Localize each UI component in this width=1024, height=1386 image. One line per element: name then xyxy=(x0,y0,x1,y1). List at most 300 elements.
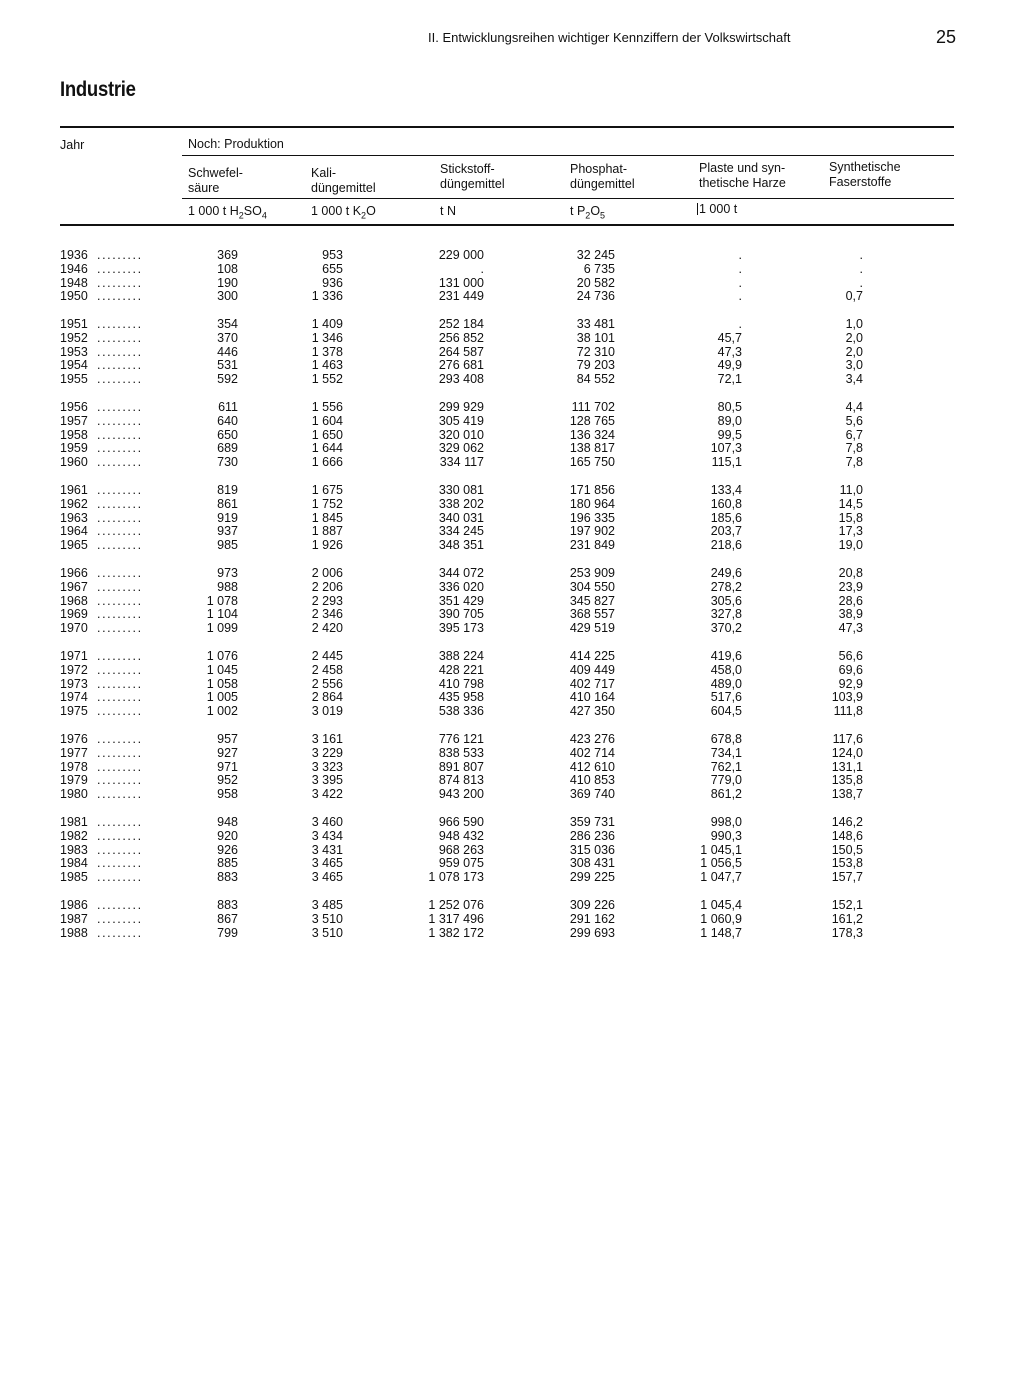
col-header-schwefelsaeure xyxy=(188,166,243,196)
phosphat-cell: 286 236 xyxy=(569,828,615,843)
leader-dots: ......... xyxy=(97,524,143,539)
schwefelsaeure-cell: 1 002 xyxy=(206,704,238,719)
leader-dots: ......... xyxy=(97,745,143,760)
phosphat-cell: 299 693 xyxy=(569,925,615,940)
col-header-plaste xyxy=(699,161,786,191)
year-cell: 1979 xyxy=(60,773,88,788)
table-row xyxy=(0,346,1024,360)
unit-text: 1 000 t xyxy=(699,202,738,216)
schwefelsaeure-cell: 799 xyxy=(217,925,238,940)
kali-cell: 1 926 xyxy=(311,538,343,553)
year-cell: 1957 xyxy=(60,413,88,428)
plaste-cell: 89,0 xyxy=(717,413,742,428)
kali-cell: 2 458 xyxy=(311,662,343,677)
phosphat-cell: 423 276 xyxy=(569,732,615,746)
kali-cell: 1 666 xyxy=(311,455,343,470)
phosphat-cell: 6 735 xyxy=(583,261,615,276)
plaste-cell: 678,8 xyxy=(710,732,742,746)
table-row xyxy=(0,512,1024,526)
kali-cell: 1 650 xyxy=(311,427,343,442)
year-cell: 1974 xyxy=(60,690,88,705)
kali-cell: 3 422 xyxy=(311,787,343,802)
faserstoffe-cell: 11,0 xyxy=(839,483,863,497)
table-row xyxy=(0,429,1024,443)
kali-cell: 2 006 xyxy=(311,566,343,580)
table-row xyxy=(0,567,1024,581)
stickstoff-cell: 1 078 173 xyxy=(428,870,484,885)
faserstoffe-cell: 135,8 xyxy=(831,773,863,788)
faserstoffe-cell: 131,1 xyxy=(831,759,863,774)
unit-text: O xyxy=(366,204,376,218)
phosphat-cell: 304 550 xyxy=(569,579,615,594)
faserstoffe-cell: 5,6 xyxy=(845,413,863,428)
table-row xyxy=(0,691,1024,705)
phosphat-cell: 24 736 xyxy=(576,289,615,304)
stickstoff-cell: . xyxy=(480,261,484,276)
faserstoffe-cell: 6,7 xyxy=(845,427,863,442)
faserstoffe-cell: 14,5 xyxy=(838,496,863,511)
stickstoff-cell: 388 224 xyxy=(438,649,484,663)
year-cell: 1958 xyxy=(60,427,88,442)
faserstoffe-cell: 4,4 xyxy=(845,400,863,414)
schwefelsaeure-cell: 300 xyxy=(217,289,238,304)
stickstoff-cell: 390 705 xyxy=(438,607,484,622)
plaste-cell: 45,7 xyxy=(717,330,742,345)
phosphat-cell: 111 702 xyxy=(571,400,615,414)
stickstoff-cell: 256 852 xyxy=(438,330,484,345)
kali-cell: 2 445 xyxy=(311,649,343,663)
unit-text: t N xyxy=(440,204,456,218)
schwefelsaeure-cell: 611 xyxy=(218,400,238,414)
year-cell: 1983 xyxy=(60,842,88,857)
kali-cell: 3 229 xyxy=(311,745,343,760)
faserstoffe-cell: . xyxy=(859,261,863,276)
stickstoff-cell: 410 798 xyxy=(438,676,484,691)
table-row xyxy=(0,401,1024,415)
leader-dots: ......... xyxy=(97,344,143,359)
stickstoff-cell: 276 681 xyxy=(438,358,484,373)
col-header-line2: düngemittel xyxy=(311,181,376,195)
leader-dots: ......... xyxy=(97,704,143,719)
faserstoffe-cell: 157,7 xyxy=(831,870,863,885)
faserstoffe-cell: 20,8 xyxy=(838,566,863,580)
table-group xyxy=(0,401,1024,470)
faserstoffe-cell: 148,6 xyxy=(831,828,863,843)
kali-cell: 1 336 xyxy=(311,289,343,304)
faserstoffe-cell: 2,0 xyxy=(845,330,863,345)
leader-dots: ......... xyxy=(97,400,143,414)
phosphat-cell: 128 765 xyxy=(569,413,615,428)
bottom-header-rule xyxy=(60,224,954,226)
leader-dots: ......... xyxy=(97,856,143,871)
faserstoffe-cell: 17,3 xyxy=(838,524,863,539)
stickstoff-cell: 776 121 xyxy=(438,732,484,746)
leader-dots: ......... xyxy=(97,317,143,331)
table-row xyxy=(0,595,1024,609)
year-cell: 1953 xyxy=(60,344,88,359)
stickstoff-cell: 838 533 xyxy=(438,745,484,760)
group-header: Noch: Produktion xyxy=(188,137,284,151)
phosphat-cell: 72 310 xyxy=(576,344,615,359)
phosphat-cell: 165 750 xyxy=(569,455,615,470)
stickstoff-cell: 252 184 xyxy=(438,317,484,331)
leader-dots: ......... xyxy=(97,455,143,470)
schwefelsaeure-cell: 971 xyxy=(217,759,238,774)
col-header-line1: Kali- xyxy=(311,166,337,180)
plaste-cell: 779,0 xyxy=(710,773,742,788)
plaste-cell: 419,6 xyxy=(710,649,742,663)
year-cell: 1948 xyxy=(60,275,88,290)
table-row xyxy=(0,290,1024,304)
unit-subscript: 2 xyxy=(238,210,244,221)
table-row xyxy=(0,415,1024,429)
table-row xyxy=(0,761,1024,775)
plaste-cell: 370,2 xyxy=(710,621,742,636)
phosphat-cell: 231 849 xyxy=(569,538,615,553)
kali-cell: 3 323 xyxy=(311,759,343,774)
year-cell: 1985 xyxy=(60,870,88,885)
kali-cell: 1 346 xyxy=(311,330,343,345)
phosphat-cell: 138 817 xyxy=(569,441,615,456)
leader-dots: ......... xyxy=(97,441,143,456)
col-header-kali xyxy=(311,166,376,196)
phosphat-cell: 79 203 xyxy=(576,358,615,373)
year-cell: 1986 xyxy=(60,898,88,912)
unit-rule xyxy=(182,198,954,199)
table-row xyxy=(0,927,1024,941)
year-cell: 1984 xyxy=(60,856,88,871)
schwefelsaeure-cell: 354 xyxy=(217,317,238,331)
stickstoff-cell: 264 587 xyxy=(438,344,484,359)
stickstoff-cell: 891 807 xyxy=(438,759,484,774)
year-cell: 1970 xyxy=(60,621,88,636)
leader-dots: ......... xyxy=(97,676,143,691)
table-row xyxy=(0,484,1024,498)
faserstoffe-cell: 47,3 xyxy=(838,621,863,636)
year-cell: 1977 xyxy=(60,745,88,760)
phosphat-cell: 315 036 xyxy=(569,842,615,857)
table-row xyxy=(0,373,1024,387)
stickstoff-cell: 340 031 xyxy=(438,510,484,525)
plaste-cell: 1 047,7 xyxy=(700,870,742,885)
kali-cell: 1 752 xyxy=(311,496,343,511)
leader-dots: ......... xyxy=(97,358,143,373)
faserstoffe-cell: 178,3 xyxy=(831,925,863,940)
schwefelsaeure-cell: 1 078 xyxy=(206,593,238,608)
phosphat-cell: 20 582 xyxy=(576,275,615,290)
table-row xyxy=(0,678,1024,692)
stickstoff-cell: 231 449 xyxy=(438,289,484,304)
schwefelsaeure-cell: 985 xyxy=(217,538,238,553)
kali-cell: 3 465 xyxy=(311,870,343,885)
stickstoff-cell: 320 010 xyxy=(438,427,484,442)
plaste-cell: 160,8 xyxy=(710,496,742,511)
group-rule xyxy=(182,155,954,156)
leader-dots: ......... xyxy=(97,593,143,608)
faserstoffe-cell: 3,0 xyxy=(845,358,863,373)
plaste-cell: 278,2 xyxy=(710,579,742,594)
schwefelsaeure-cell: 1 058 xyxy=(206,676,238,691)
table-row xyxy=(0,332,1024,346)
stickstoff-cell: 229 000 xyxy=(438,248,484,262)
unit-schwefelsaeure xyxy=(188,204,267,221)
stickstoff-cell: 1 382 172 xyxy=(428,925,484,940)
table-row xyxy=(0,857,1024,871)
year-cell: 1975 xyxy=(60,704,88,719)
table-row xyxy=(0,263,1024,277)
phosphat-cell: 291 162 xyxy=(569,911,615,926)
year-cell: 1969 xyxy=(60,607,88,622)
plaste-cell: 604,5 xyxy=(710,704,742,719)
leader-dots: ......... xyxy=(97,427,143,442)
faserstoffe-cell: 153,8 xyxy=(831,856,863,871)
col-header-line2: thetische Harze xyxy=(699,176,786,190)
schwefelsaeure-cell: 370 xyxy=(217,330,238,345)
schwefelsaeure-cell: 1 104 xyxy=(206,607,238,622)
section-title: Industrie xyxy=(60,78,136,101)
year-cell: 1966 xyxy=(60,566,88,580)
faserstoffe-cell: 28,6 xyxy=(838,593,863,608)
table-row xyxy=(0,539,1024,553)
stickstoff-cell: 334 245 xyxy=(438,524,484,539)
phosphat-cell: 253 909 xyxy=(569,566,615,580)
stickstoff-cell: 1 317 496 xyxy=(428,911,484,926)
stickstoff-cell: 874 813 xyxy=(438,773,484,788)
leader-dots: ......... xyxy=(97,248,143,262)
schwefelsaeure-cell: 883 xyxy=(217,870,238,885)
plaste-cell: 72,1 xyxy=(717,372,742,387)
unit-stickstoff xyxy=(440,204,456,218)
phosphat-cell: 136 324 xyxy=(569,427,615,442)
plaste-cell: 458,0 xyxy=(710,662,742,677)
kali-cell: 936 xyxy=(322,275,343,290)
schwefelsaeure-cell: 885 xyxy=(217,856,238,871)
schwefelsaeure-cell: 957 xyxy=(217,732,238,746)
leader-dots: ......... xyxy=(97,898,143,912)
stickstoff-cell: 293 408 xyxy=(438,372,484,387)
unit-text: O xyxy=(590,204,601,218)
phosphat-cell: 196 335 xyxy=(569,510,615,525)
table-group xyxy=(0,249,1024,304)
table-row xyxy=(0,913,1024,927)
kali-cell: 3 460 xyxy=(311,815,343,829)
plaste-cell: 517,6 xyxy=(710,690,742,705)
col-header-synthetische-faserstoffe xyxy=(829,160,901,190)
kali-cell: 1 556 xyxy=(311,400,343,414)
stickstoff-cell: 959 075 xyxy=(438,856,484,871)
table-group xyxy=(0,318,1024,387)
col-header-line1: Phosphat- xyxy=(570,162,627,176)
unit-separator xyxy=(697,203,698,215)
faserstoffe-cell: 152,1 xyxy=(831,898,863,912)
faserstoffe-cell: 38,9 xyxy=(838,607,863,622)
faserstoffe-cell: . xyxy=(859,248,863,262)
leader-dots: ......... xyxy=(97,607,143,622)
schwefelsaeure-cell: 1 045 xyxy=(206,662,238,677)
stickstoff-cell: 131 000 xyxy=(438,275,484,290)
stickstoff-cell: 351 429 xyxy=(438,593,484,608)
stickstoff-cell: 538 336 xyxy=(438,704,484,719)
stickstoff-cell: 338 202 xyxy=(438,496,484,511)
phosphat-cell: 410 164 xyxy=(569,690,615,705)
schwefelsaeure-cell: 937 xyxy=(217,524,238,539)
plaste-cell: 49,9 xyxy=(717,358,742,373)
faserstoffe-cell: 1,0 xyxy=(845,317,863,331)
leader-dots: ......... xyxy=(97,538,143,553)
phosphat-cell: 33 481 xyxy=(576,317,615,331)
year-cell: 1967 xyxy=(60,579,88,594)
table-row xyxy=(0,705,1024,719)
plaste-cell: 47,3 xyxy=(717,344,742,359)
stickstoff-cell: 336 020 xyxy=(438,579,484,594)
faserstoffe-cell: 111,8 xyxy=(833,704,863,719)
kali-cell: 3 161 xyxy=(311,732,343,746)
table-row xyxy=(0,525,1024,539)
faserstoffe-cell: 146,2 xyxy=(831,815,863,829)
schwefelsaeure-cell: 948 xyxy=(217,815,238,829)
plaste-cell: 185,6 xyxy=(710,510,742,525)
schwefelsaeure-cell: 973 xyxy=(217,566,238,580)
plaste-cell: 80,5 xyxy=(717,400,742,414)
table-row xyxy=(0,830,1024,844)
table-row xyxy=(0,788,1024,802)
faserstoffe-cell: 92,9 xyxy=(838,676,863,691)
table-row xyxy=(0,359,1024,373)
leader-dots: ......... xyxy=(97,773,143,788)
phosphat-cell: 197 902 xyxy=(569,524,615,539)
leader-dots: ......... xyxy=(97,649,143,663)
faserstoffe-cell: 124,0 xyxy=(831,745,863,760)
phosphat-cell: 410 853 xyxy=(569,773,615,788)
table-row xyxy=(0,871,1024,885)
year-cell: 1954 xyxy=(60,358,88,373)
schwefelsaeure-cell: 926 xyxy=(217,842,238,857)
table-row xyxy=(0,581,1024,595)
stickstoff-cell: 348 351 xyxy=(438,538,484,553)
schwefelsaeure-cell: 1 099 xyxy=(206,621,238,636)
year-cell: 1936 xyxy=(60,248,88,262)
faserstoffe-cell: 3,4 xyxy=(845,372,863,387)
schwefelsaeure-cell: 927 xyxy=(217,745,238,760)
schwefelsaeure-cell: 531 xyxy=(217,358,238,373)
table-row xyxy=(0,498,1024,512)
col-header-stickstoff xyxy=(440,162,505,192)
kali-cell: 1 644 xyxy=(311,441,343,456)
plaste-cell: 327,8 xyxy=(710,607,742,622)
schwefelsaeure-cell: 650 xyxy=(217,427,238,442)
schwefelsaeure-cell: 592 xyxy=(217,372,238,387)
faserstoffe-cell: 117,6 xyxy=(832,732,863,746)
faserstoffe-cell: 23,9 xyxy=(838,579,863,594)
kali-cell: 3 019 xyxy=(311,704,343,719)
faserstoffe-cell: 2,0 xyxy=(845,344,863,359)
plaste-cell: 107,3 xyxy=(710,441,742,456)
stickstoff-cell: 428 221 xyxy=(438,662,484,677)
stickstoff-cell: 968 263 xyxy=(438,842,484,857)
year-cell: 1950 xyxy=(60,289,88,304)
leader-dots: ......... xyxy=(97,870,143,885)
table-row xyxy=(0,844,1024,858)
year-header: Jahr xyxy=(60,138,85,152)
kali-cell: 3 395 xyxy=(311,773,343,788)
leader-dots: ......... xyxy=(97,621,143,636)
plaste-cell: 1 045,1 xyxy=(700,842,742,857)
year-cell: 1963 xyxy=(60,510,88,525)
schwefelsaeure-cell: 819 xyxy=(217,483,238,497)
plaste-cell: . xyxy=(738,248,742,262)
schwefelsaeure-cell: 369 xyxy=(217,248,238,262)
leader-dots: ......... xyxy=(97,413,143,428)
schwefelsaeure-cell: 952 xyxy=(217,773,238,788)
leader-dots: ......... xyxy=(97,579,143,594)
table-group xyxy=(0,899,1024,940)
col-header-line2: Faserstoffe xyxy=(829,175,892,189)
year-cell: 1959 xyxy=(60,441,88,456)
table-row xyxy=(0,733,1024,747)
plaste-cell: 990,3 xyxy=(710,828,742,843)
top-rule xyxy=(60,126,954,128)
unit-subscript: 4 xyxy=(261,210,267,221)
schwefelsaeure-cell: 919 xyxy=(217,510,238,525)
schwefelsaeure-cell: 730 xyxy=(217,455,238,470)
table-row xyxy=(0,249,1024,263)
kali-cell: 2 864 xyxy=(311,690,343,705)
kali-cell: 1 378 xyxy=(311,344,343,359)
year-cell: 1982 xyxy=(60,828,88,843)
plaste-cell: 1 045,4 xyxy=(700,898,742,912)
kali-cell: 3 465 xyxy=(311,856,343,871)
faserstoffe-cell: 19,0 xyxy=(838,538,863,553)
year-cell: 1980 xyxy=(60,787,88,802)
stickstoff-cell: 395 173 xyxy=(438,621,484,636)
stickstoff-cell: 966 590 xyxy=(438,815,484,829)
phosphat-cell: 171 856 xyxy=(569,483,615,497)
kali-cell: 3 485 xyxy=(311,898,343,912)
phosphat-cell: 84 552 xyxy=(576,372,615,387)
year-cell: 1962 xyxy=(60,496,88,511)
table-group xyxy=(0,650,1024,719)
table-row xyxy=(0,442,1024,456)
leader-dots: ......... xyxy=(97,483,143,497)
phosphat-cell: 180 964 xyxy=(569,496,615,511)
year-cell: 1978 xyxy=(60,759,88,774)
phosphat-cell: 359 731 xyxy=(569,815,615,829)
leader-dots: ......... xyxy=(97,496,143,511)
plaste-cell: 489,0 xyxy=(710,676,742,691)
page-number: 25 xyxy=(936,27,957,47)
plaste-cell: 249,6 xyxy=(710,566,742,580)
leader-dots: ......... xyxy=(97,690,143,705)
unit-subscript: 2 xyxy=(361,210,367,221)
plaste-cell: 305,6 xyxy=(710,593,742,608)
faserstoffe-cell: 161,2 xyxy=(831,911,863,926)
phosphat-cell: 414 225 xyxy=(569,649,615,663)
faserstoffe-cell: 69,6 xyxy=(838,662,863,677)
table-row xyxy=(0,456,1024,470)
faserstoffe-cell: 150,5 xyxy=(831,842,863,857)
year-cell: 1976 xyxy=(60,732,88,746)
stickstoff-cell: 943 200 xyxy=(438,787,484,802)
kali-cell: 3 510 xyxy=(311,925,343,940)
table-row xyxy=(0,608,1024,622)
year-cell: 1960 xyxy=(60,455,88,470)
unit-plaste xyxy=(699,202,737,216)
running-head: II. Entwicklungsreihen wichtiger Kennziffern der Volkswirtschaft xyxy=(428,30,791,45)
plaste-cell: . xyxy=(738,289,742,304)
table-row xyxy=(0,318,1024,332)
table-row xyxy=(0,747,1024,761)
unit-phosphat xyxy=(570,204,605,221)
